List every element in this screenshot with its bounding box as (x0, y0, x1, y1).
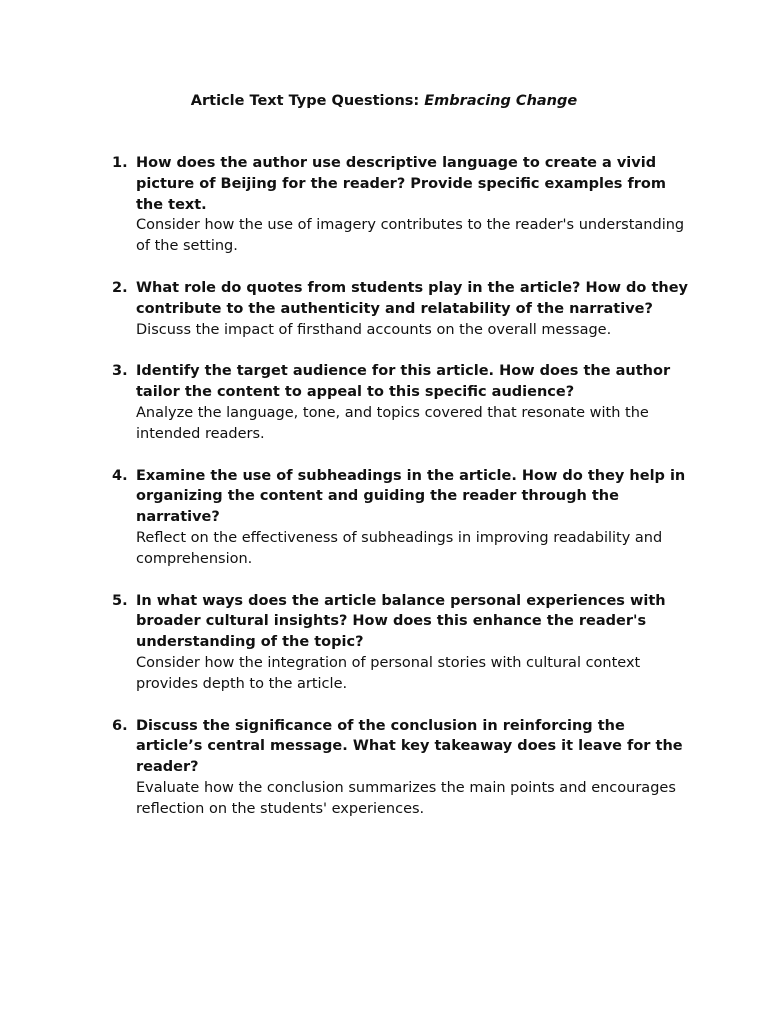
question-item (108, 361, 688, 444)
question-item (108, 153, 688, 257)
title-italic: Embracing Change (424, 93, 578, 109)
question-number: 5. (112, 592, 128, 609)
question-hint: Reflect on the effectiveness of subheadings in improving readability and comprehension. (136, 529, 663, 567)
page-title (0, 91, 768, 111)
question-hint: Discuss the impact of firsthand accounts on the overall message. (136, 321, 612, 338)
question-list (108, 153, 688, 841)
question-text: Examine the use of subheadings in the article. How do they help in organizing the content and guiding the reader through the narrative? (136, 467, 686, 526)
question-text: What role do quotes from students play in the article? How do they contribute to the authenticity and relatability of the narrative? (136, 279, 688, 317)
question-text: How does the author use descriptive language to create a vivid picture of Beijing for the reader? Provide specific examples from the text. (136, 155, 666, 213)
question-hint: Analyze the language, tone, and topics covered that resonate with the intended readers. (136, 404, 649, 442)
question-item (108, 466, 688, 570)
question-item (108, 716, 688, 820)
question-text: Identify the target audience for this article. How does the author tailor the content to appeal to this specific audience? (136, 363, 671, 401)
question-hint: Consider how the use of imagery contributes to the reader's understanding of the setting. (136, 217, 685, 255)
question-item (108, 278, 688, 340)
question-hint: Consider how the integration of personal stories with cultural context provides depth to the article. (136, 654, 641, 692)
title-prefix: Article Text Type Questions: (190, 93, 425, 109)
question-number: 6. (112, 717, 128, 734)
question-number: 2. (112, 279, 128, 296)
question-text: Discuss the significance of the conclusion in reinforcing the article’s central message. What key takeaway does it leave for the reader? (136, 717, 683, 776)
question-hint: Evaluate how the conclusion summarizes the main points and encourages reflection on the students' experiences. (136, 779, 676, 817)
question-text: In what ways does the article balance personal experiences with broader cultural insights? How does this enhance the reader's understanding of the topic? (136, 592, 666, 651)
question-number: 3. (112, 363, 128, 380)
question-number: 1. (112, 155, 128, 171)
question-item (108, 591, 688, 695)
question-number: 4. (112, 467, 128, 484)
